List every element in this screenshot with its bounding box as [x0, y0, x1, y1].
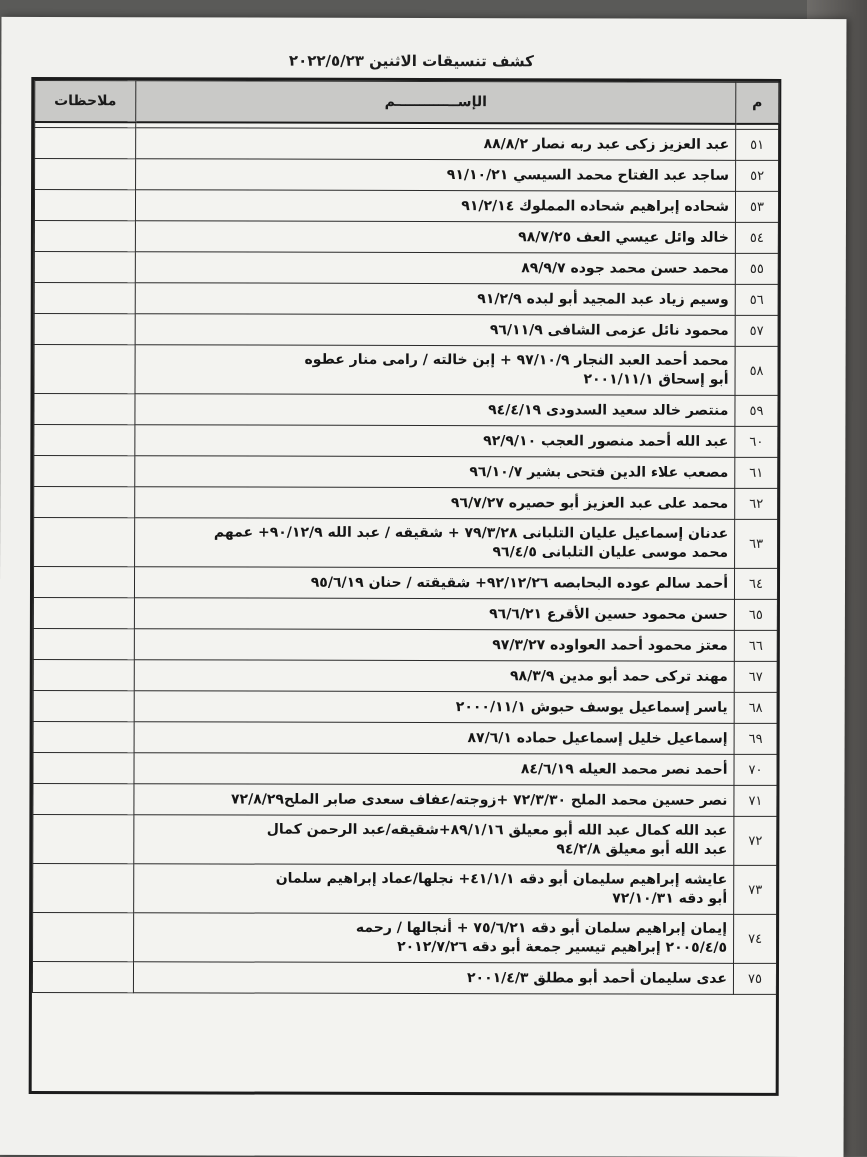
name-cell: مهند تركى حمد أبو مدين ٩٨/٣/٩	[134, 660, 734, 693]
table-row	[33, 783, 777, 816]
name-cell: إيمان إبراهيم سلمان أبو دقه ٧٥/٦/٢١ + أنجالها / رحمه ٢٠٠٥/٤/٥ إبراهيم تيسير جمعة أبو دقه ٢٠١٢/٧/٢٦	[134, 913, 734, 964]
table-row	[33, 912, 777, 963]
name-cell: محمود نائل عزمى الشافى ٩٦/١١/٩	[135, 314, 735, 347]
notes-cell	[33, 628, 134, 659]
table-row	[34, 220, 778, 253]
table-row	[33, 690, 777, 723]
row-number-cell: ٥٧	[735, 315, 778, 346]
notes-cell	[33, 659, 134, 690]
row-number-cell: ٥٣	[735, 191, 778, 222]
column-header-name: الإســـــــــــــم	[136, 81, 736, 124]
row-number-cell: ٦٠	[735, 426, 778, 457]
name-cell: مصعب علاء الدين فتحى بشير ٩٦/١٠/٧	[135, 456, 735, 489]
roster-table	[32, 80, 779, 995]
table-row	[33, 721, 777, 754]
notes-cell	[34, 344, 135, 393]
table-row	[34, 424, 778, 457]
name-cell: محمد حسن محمد جوده ٨٩/٩/٧	[135, 252, 735, 285]
table-row	[35, 158, 779, 191]
row-number-cell: ٦٣	[735, 519, 778, 568]
name-cell: عدى سليمان أحمد أبو مطلق ٢٠٠١/٤/٣	[133, 962, 733, 995]
row-number-cell: ٥٤	[735, 222, 778, 253]
notes-cell	[34, 486, 135, 517]
row-number-cell: ٦٦	[734, 630, 777, 661]
row-number-cell: ٧٢	[734, 816, 777, 865]
notes-cell	[33, 690, 134, 721]
table-row	[34, 517, 778, 568]
name-cell: شحاده إبراهيم شحاده المملوك ٩١/٢/١٤	[135, 190, 735, 223]
column-header-notes: ملاحظات	[35, 80, 136, 122]
name-cell: عبد العزيز زكى عبد ربه نصار ٨٨/٨/٢	[136, 128, 736, 161]
row-number-cell: ٧٠	[734, 754, 777, 785]
name-cell: وسيم زياد عبد المجيد أبو لبده ٩١/٢/٩	[135, 283, 735, 316]
notes-cell	[34, 313, 135, 344]
table-header-row	[35, 80, 779, 123]
name-cell: ياسر إسماعيل يوسف حبوش ٢٠٠٠/١١/١	[134, 691, 734, 724]
roster-table-frame	[29, 77, 782, 1096]
name-cell: إسماعيل خليل إسماعيل حماده ٨٧/٦/١	[134, 722, 734, 755]
notes-cell	[33, 783, 134, 814]
row-number-cell: ٧٥	[733, 963, 776, 994]
name-cell: حسن محمود حسين الأقرع ٩٦/٦/٢١	[134, 598, 734, 631]
name-cell: عدنان إسماعيل عليان التلبانى ٧٩/٣/٢٨ + شقيقه / عبد الله ٩٠/١٢/٩+ عمهم محمد موسى عليان التلبانى ٩٦/٤/٥	[135, 518, 735, 569]
name-cell: نصر حسين محمد الملح ٧٢/٣/٣٠ +زوجته/عفاف سعدى صابر الملح٧٢/٨/٢٩	[134, 784, 734, 817]
table-row	[35, 127, 779, 160]
row-number-cell: ٦٨	[734, 692, 777, 723]
paper-sheet	[0, 17, 846, 1157]
notes-cell	[35, 127, 136, 158]
table-row	[33, 628, 777, 661]
name-cell: أحمد نصر محمد العيله ٨٤/٦/١٩	[134, 753, 734, 786]
table-row	[34, 393, 778, 426]
row-number-cell: ٦٢	[735, 488, 778, 519]
column-header-number: م	[736, 82, 779, 124]
row-number-cell: ٦١	[735, 457, 778, 488]
table-row	[34, 282, 778, 315]
name-cell: منتصر خالد سعيد السدودى ٩٤/٤/١٩	[135, 394, 735, 427]
name-cell: أحمد سالم عوده البحابصه ٩٢/١٢/٢٦+ شقيقته / حنان ٩٥/٦/١٩	[134, 567, 734, 600]
row-number-cell: ٦٩	[734, 723, 777, 754]
row-number-cell: ٥٦	[735, 284, 778, 315]
notes-cell	[34, 393, 135, 424]
notes-cell	[35, 158, 136, 189]
table-body	[32, 122, 778, 994]
table-row	[34, 313, 778, 346]
notes-cell	[34, 455, 135, 486]
name-cell: عبد الله أحمد منصور العجب ٩٢/٩/١٠	[135, 425, 735, 458]
name-cell: محمد على عبد العزيز أبو حصيره ٩٦/٧/٢٧	[135, 487, 735, 520]
name-cell: خالد وائل عيسي العف ٩٨/٧/٢٥	[135, 221, 735, 254]
table-row	[32, 961, 776, 994]
row-number-cell: ٥٢	[736, 160, 779, 191]
row-number-cell: ٦٥	[734, 599, 777, 630]
notes-cell	[33, 566, 134, 597]
table-row	[34, 344, 778, 395]
notes-cell	[34, 282, 135, 313]
notes-cell	[33, 863, 134, 912]
row-number-cell: ٧٣	[734, 865, 777, 914]
name-cell: عبد الله كمال عبد الله أبو معيلق ٨٩/١/١٦+شقيقه/عبد الرحمن كمال عبد الله أبو معيلق ٩٤/٢/٨	[134, 815, 734, 866]
table-row	[33, 863, 777, 914]
notes-cell	[33, 752, 134, 783]
table-row	[34, 455, 778, 488]
row-number-cell: ٥١	[736, 129, 779, 160]
notes-cell	[34, 517, 135, 566]
name-cell: عايشه إبراهيم سليمان أبو دقه ٤١/١/١+ نجلها/عماد إبراهيم سلمان أبو دقه ٧٢/١٠/٣١	[134, 864, 734, 915]
notes-cell	[34, 424, 135, 455]
notes-cell	[34, 220, 135, 251]
row-number-cell: ٧٤	[734, 914, 777, 963]
row-number-cell: ٦٤	[734, 568, 777, 599]
table-row	[34, 189, 778, 222]
notes-cell	[34, 251, 135, 282]
table-row	[33, 566, 777, 599]
page-title: كشف تنسيقات الاثنين ٢٠٢٢/٥/٢٣	[288, 51, 534, 71]
notes-cell	[33, 814, 134, 863]
name-cell: معتز محمود أحمد العواوده ٩٧/٣/٢٧	[134, 629, 734, 662]
table-row	[34, 251, 778, 284]
notes-cell	[33, 721, 134, 752]
row-number-cell: ٥٩	[735, 395, 778, 426]
table-row	[34, 486, 778, 519]
notes-cell	[33, 597, 134, 628]
table-row	[33, 752, 777, 785]
row-number-cell: ٧١	[734, 785, 777, 816]
row-number-cell: ٥٨	[735, 346, 778, 395]
row-number-cell: ٦٧	[734, 661, 777, 692]
notes-cell	[34, 189, 135, 220]
table-row	[33, 659, 777, 692]
name-cell: ساجد عبد الفتاح محمد السيسي ٩١/١٠/٢١	[136, 159, 736, 192]
row-number-cell: ٥٥	[735, 253, 778, 284]
name-cell: محمد أحمد العبد النجار ٩٧/١٠/٩ + إبن خالته / رامى منار عطوه أبو إسحاق ٢٠٠١/١١/١	[135, 345, 735, 396]
notes-cell	[32, 961, 133, 992]
table-row	[33, 814, 777, 865]
table-row	[33, 597, 777, 630]
notes-cell	[33, 912, 134, 961]
